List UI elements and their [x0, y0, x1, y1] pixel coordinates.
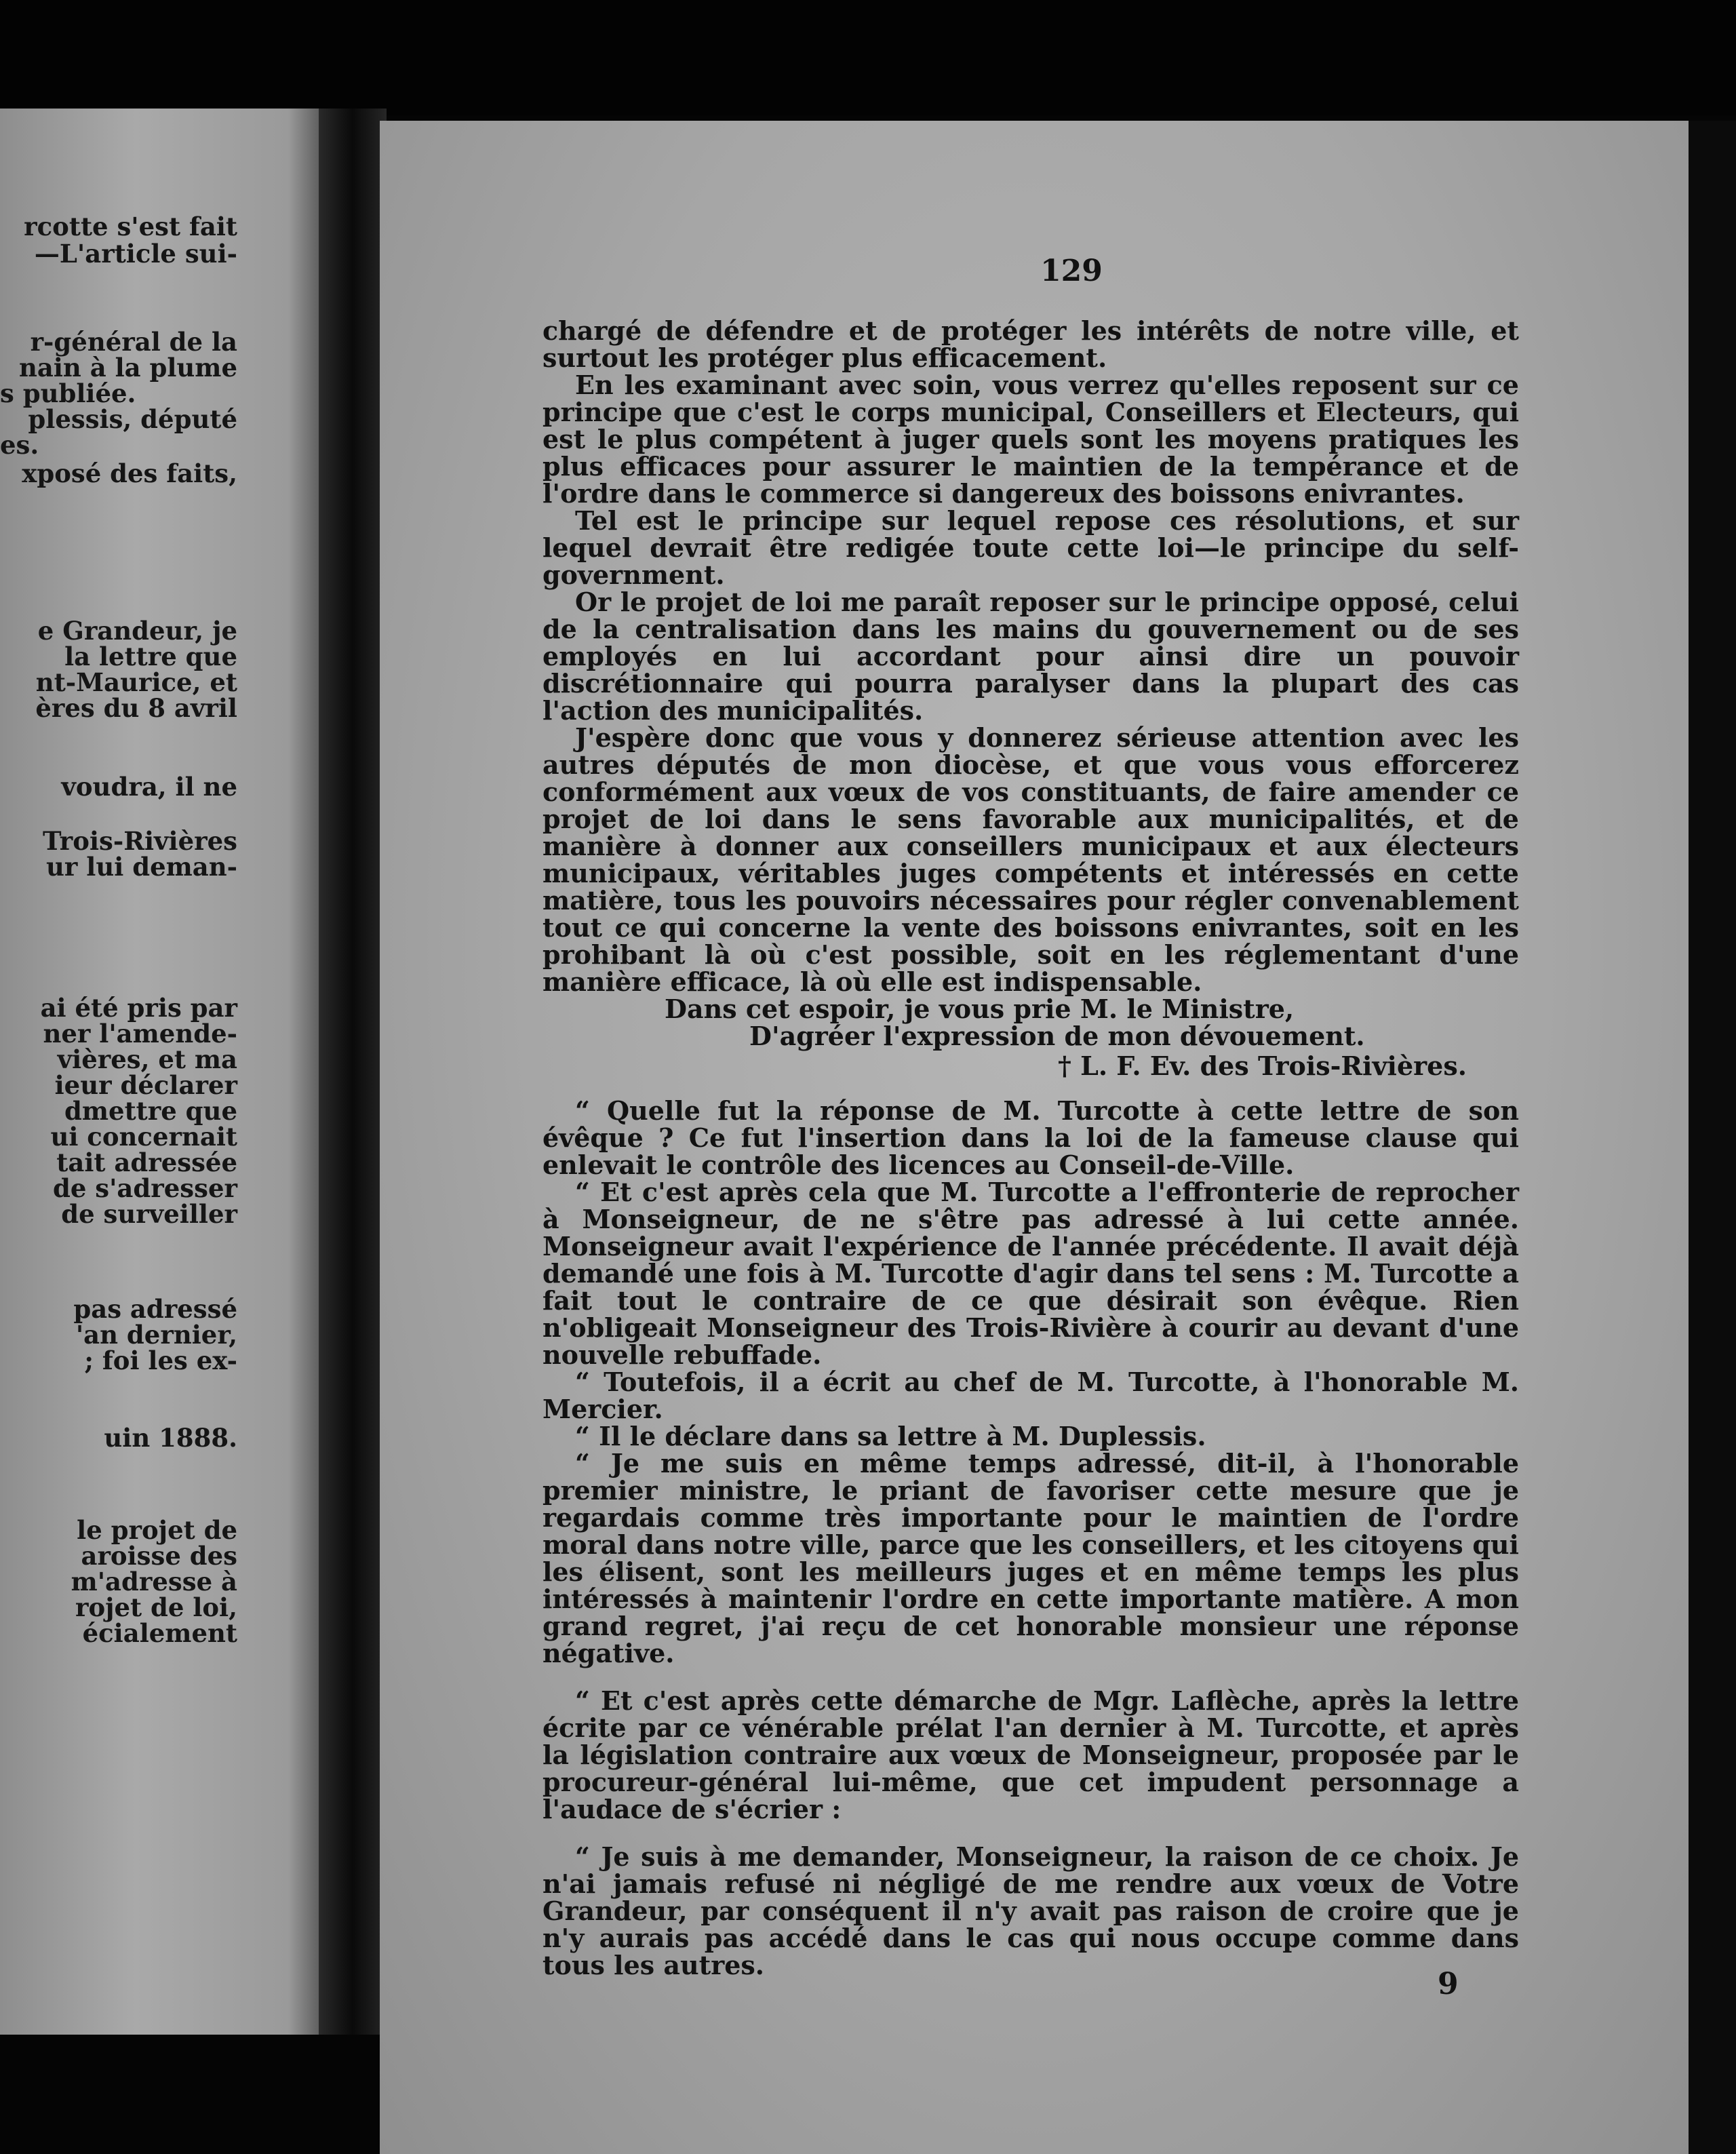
- quoted-paragraph: “ Et c'est après cela que M. Turcotte a l'effronterie de reprocher à Monseigneur, de ne s'être pas adressé à lui cette année. Monseigneur avait l'expérience de l'année précédente. Il avait déjà demandé une fois à M. Turcotte d'agir dans tel sens : M. Turcotte a fait tout le contraire de ce que désirait son évêque. Rien n'obligeait Monseigneur des Trois-Rivière à courir au devant d'une nouvelle rebuffade.: [542, 1177, 1519, 1370]
- left-page-line: vières, et ma: [57, 1044, 237, 1074]
- left-page-line: s publiée.: [0, 378, 136, 408]
- left-page-line: tait adressée: [56, 1148, 237, 1177]
- paragraph: chargé de défendre et de protéger les intérêts de notre ville, et surtout les protéger plus efficacement.: [542, 315, 1519, 373]
- left-page-line: nt-Maurice, et: [35, 667, 237, 697]
- right-page: [380, 121, 1689, 2154]
- closing-line: Dans cet espoir, je vous prie M. le Ministre,: [665, 994, 1295, 1024]
- left-page-line: aroisse des: [81, 1541, 237, 1571]
- paragraph: En les examinant avec soin, vous verrez qu'elles reposent sur ce principe que c'est le corps municipal, Conseillers et Electeurs, qui est le plus compétent à juger quels sont les moyens pratiques les plus efficaces pour assurer le maintien de la tempérance et de l'ordre dans le commerce si dangereux des boissons enivrantes.: [542, 370, 1519, 509]
- left-page-line: voudra, il ne: [61, 772, 237, 802]
- left-page-line: r-général de la: [30, 327, 237, 357]
- left-page-line: écialement: [82, 1618, 237, 1648]
- left-page-line: e Grandeur, je: [37, 616, 237, 646]
- scan-border-right: [1689, 121, 1736, 2154]
- left-page-line: de surveiller: [61, 1199, 237, 1229]
- paragraph: Tel est le principe sur lequel repose ces résolutions, et sur lequel devrait être redigée toute cette loi—le principe du self-government.: [542, 505, 1519, 590]
- left-page-line: rcotte s'est fait: [24, 212, 237, 241]
- letter-signature: † L. F. Ev. des Trois-Rivières.: [1058, 1051, 1467, 1081]
- left-page-line: ner l'amende-: [43, 1019, 237, 1049]
- left-page-line: 'an dernier,: [75, 1320, 237, 1350]
- page-number: 129: [1040, 254, 1103, 288]
- left-page-line: ères du 8 avril: [35, 693, 237, 723]
- left-page-line: —L'article sui-: [34, 239, 237, 269]
- left-page-line: le projet de: [77, 1515, 237, 1545]
- left-page-line: xposé des faits,: [22, 458, 237, 488]
- left-page-line: de s'adresser: [52, 1173, 237, 1203]
- left-page-line: rojet de loi,: [75, 1592, 237, 1622]
- left-page-line: nain à la plume: [19, 353, 237, 383]
- left-page-line: ieur déclarer: [54, 1070, 237, 1100]
- scan-border-top: [0, 0, 1736, 115]
- left-page-line: ur lui deman-: [46, 852, 237, 882]
- left-page-line: Trois-Rivières: [42, 826, 237, 856]
- left-page-line: dmettre que: [64, 1096, 237, 1126]
- left-page-line: m'adresse à: [71, 1567, 237, 1597]
- left-page-line: es.: [0, 430, 39, 460]
- quoted-paragraph: “ Il le déclare dans sa lettre à M. Duplessis.: [575, 1421, 1206, 1451]
- left-page-line: uin 1888.: [104, 1423, 237, 1453]
- quoted-paragraph: “ Quelle fut la réponse de M. Turcotte à cette lettre de son évêque ? Ce fut l'insertion dans la loi de la fameuse clause qui enlevait le contrôle des licences au Conseil-de-Ville.: [542, 1095, 1519, 1180]
- left-page-line: ai été pris par: [40, 993, 237, 1023]
- page-body: [542, 317, 1519, 1979]
- book-gutter: [319, 109, 387, 2154]
- left-page-line: ui concernait: [50, 1122, 237, 1152]
- paragraph: Or le projet de loi me paraît reposer sur le principe opposé, celui de la centralisation dans les mains du gouvernement ou de ses employés en lui accordant pour ainsi dire un pouvoir discrétionnaire qui pourra paralyser dans la plupart des cas l'action des municipalités.: [542, 587, 1519, 726]
- quoted-paragraph: “ Et c'est après cette démarche de Mgr. Laflèche, après la lettre écrite par ce vénérable prélat l'an dernier à M. Turcotte, et après la législation contraire aux vœux de Monseigneur, proposée par le procureur-général lui-même, que cet impudent personnage a l'audace de s'écrier :: [542, 1685, 1519, 1824]
- quoted-paragraph: “ Je me suis en même temps adressé, dit-il, à l'honorable premier ministre, le priant de favoriser cette mesure que je regardais comme très importante pour le maintien de l'ordre moral dans notre ville, parce que les conseillers, et les citoyens qui les élisent, sont les meilleurs juges et en même temps les plus intéressés à maintenir l'ordre en cette importante matière. A mon grand regret, j'ai reçu de cet honorable monsieur une réponse négative.: [542, 1448, 1519, 1668]
- signature-mark: 9: [1438, 1967, 1459, 2001]
- letter-closing: [542, 996, 1519, 1080]
- left-page-fragment: [0, 109, 339, 2035]
- left-page-line: pas adressé: [73, 1294, 237, 1324]
- left-page-line: plessis, député: [28, 404, 237, 434]
- left-page-line: la lettre que: [64, 642, 237, 671]
- paragraph: J'espère donc que vous y donnerez sérieuse attention avec les autres députés de mon diocèse, et que vous vous efforcerez conformément aux vœux de vos constituants, de faire amender ce projet de loi dans le sens favorable aux municipalités, et de manière à donner aux conseillers municipaux et aux électeurs municipaux, véritables juges compétents et intéressés en cette matière, tous les pouvoirs nécessaires pour régler convenablement tout ce qui concerne la vente des boissons enivrantes, soit en les prohibant là où c'est possible, soit en les réglementant d'une manière efficace, là où elle est indispensable.: [542, 722, 1519, 997]
- scan-border-bottom: [0, 2035, 380, 2154]
- closing-line: D'agréer l'expression de mon dévouement.: [749, 1021, 1365, 1051]
- quoted-paragraph: “ Je suis à me demander, Monseigneur, la raison de ce choix. Je n'ai jamais refusé ni négligé de me rendre aux vœux de Votre Grandeur, par conséquent il n'y avait pas raison de croire que je n'y aurais pas accédé dans le cas qui nous occupe comme dans tous les autres.: [542, 1841, 1519, 1980]
- left-page-line: ; foi les ex-: [84, 1346, 237, 1375]
- quoted-paragraph: “ Toutefois, il a écrit au chef de M. Turcotte, à l'honorable M. Mercier.: [542, 1367, 1519, 1424]
